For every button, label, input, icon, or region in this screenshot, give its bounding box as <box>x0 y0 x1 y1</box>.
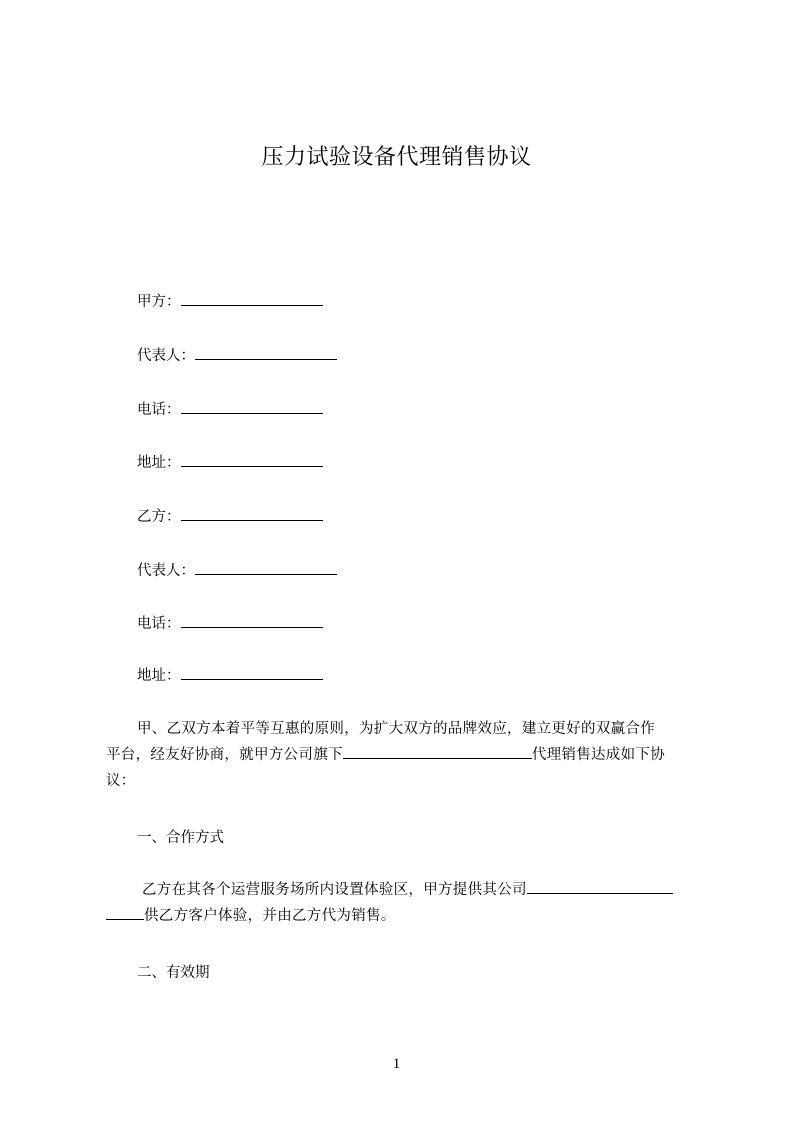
party-b-address-blank[interactable] <box>181 665 323 680</box>
equipment-blank-end[interactable] <box>106 905 144 920</box>
section-1-line-2-after: 供乙方客户体验，并由乙方代为销售。 <box>144 908 396 924</box>
intro-line-2 <box>106 742 706 768</box>
party-b-address-label: 地址： <box>137 668 181 684</box>
party-b-address-field <box>137 665 323 686</box>
party-b-representative-label: 代表人： <box>137 563 195 579</box>
party-b-field <box>137 506 323 527</box>
party-b-label: 乙方： <box>137 509 181 525</box>
intro-line-1: 甲、乙双方本着平等互惠的原则，为扩大双方的品牌效应，建立更好的双赢合作 <box>137 721 655 737</box>
party-a-phone-field <box>137 399 323 420</box>
party-a-representative-field <box>137 345 337 366</box>
intro-line-2-before: 平台，经友好协商，就甲方公司旗下 <box>106 747 343 763</box>
party-b-representative-blank[interactable] <box>195 560 337 575</box>
party-b-phone-field <box>137 613 323 634</box>
party-b-phone-label: 电话： <box>137 616 181 632</box>
party-b-representative-field <box>137 560 337 581</box>
section-1-line-1 <box>106 877 706 903</box>
party-a-field <box>137 291 323 312</box>
party-a-phone-label: 电话： <box>137 402 181 418</box>
party-a-representative-label: 代表人： <box>137 348 195 364</box>
section-1-line-1-before: 乙方在其各个运营服务场所内设置体验区，甲方提供其公司 <box>142 882 527 898</box>
party-a-address-blank[interactable] <box>181 452 323 467</box>
document-title: 压力试验设备代理销售协议 <box>261 145 532 170</box>
section-1-heading: 一、合作方式 <box>137 830 224 846</box>
party-b-blank[interactable] <box>181 506 323 521</box>
party-b-phone-blank[interactable] <box>181 613 323 628</box>
intro-line-2-after: 代理销售达成如下协 <box>531 747 666 763</box>
section-2-heading: 二、有效期 <box>137 965 210 981</box>
party-a-label: 甲方： <box>137 294 181 310</box>
party-a-address-label: 地址： <box>137 455 181 471</box>
product-name-blank[interactable] <box>343 744 532 759</box>
party-a-blank[interactable] <box>181 291 323 306</box>
intro-paragraph <box>106 716 706 794</box>
page-number: 1 <box>392 1056 401 1072</box>
section-1-paragraph <box>106 877 706 929</box>
section-1-line-2 <box>106 903 706 929</box>
party-a-address-field <box>137 452 323 473</box>
equipment-blank-start[interactable] <box>527 879 673 894</box>
party-a-representative-blank[interactable] <box>195 345 337 360</box>
intro-line-3: 议： <box>106 773 136 789</box>
party-a-phone-blank[interactable] <box>181 399 323 414</box>
